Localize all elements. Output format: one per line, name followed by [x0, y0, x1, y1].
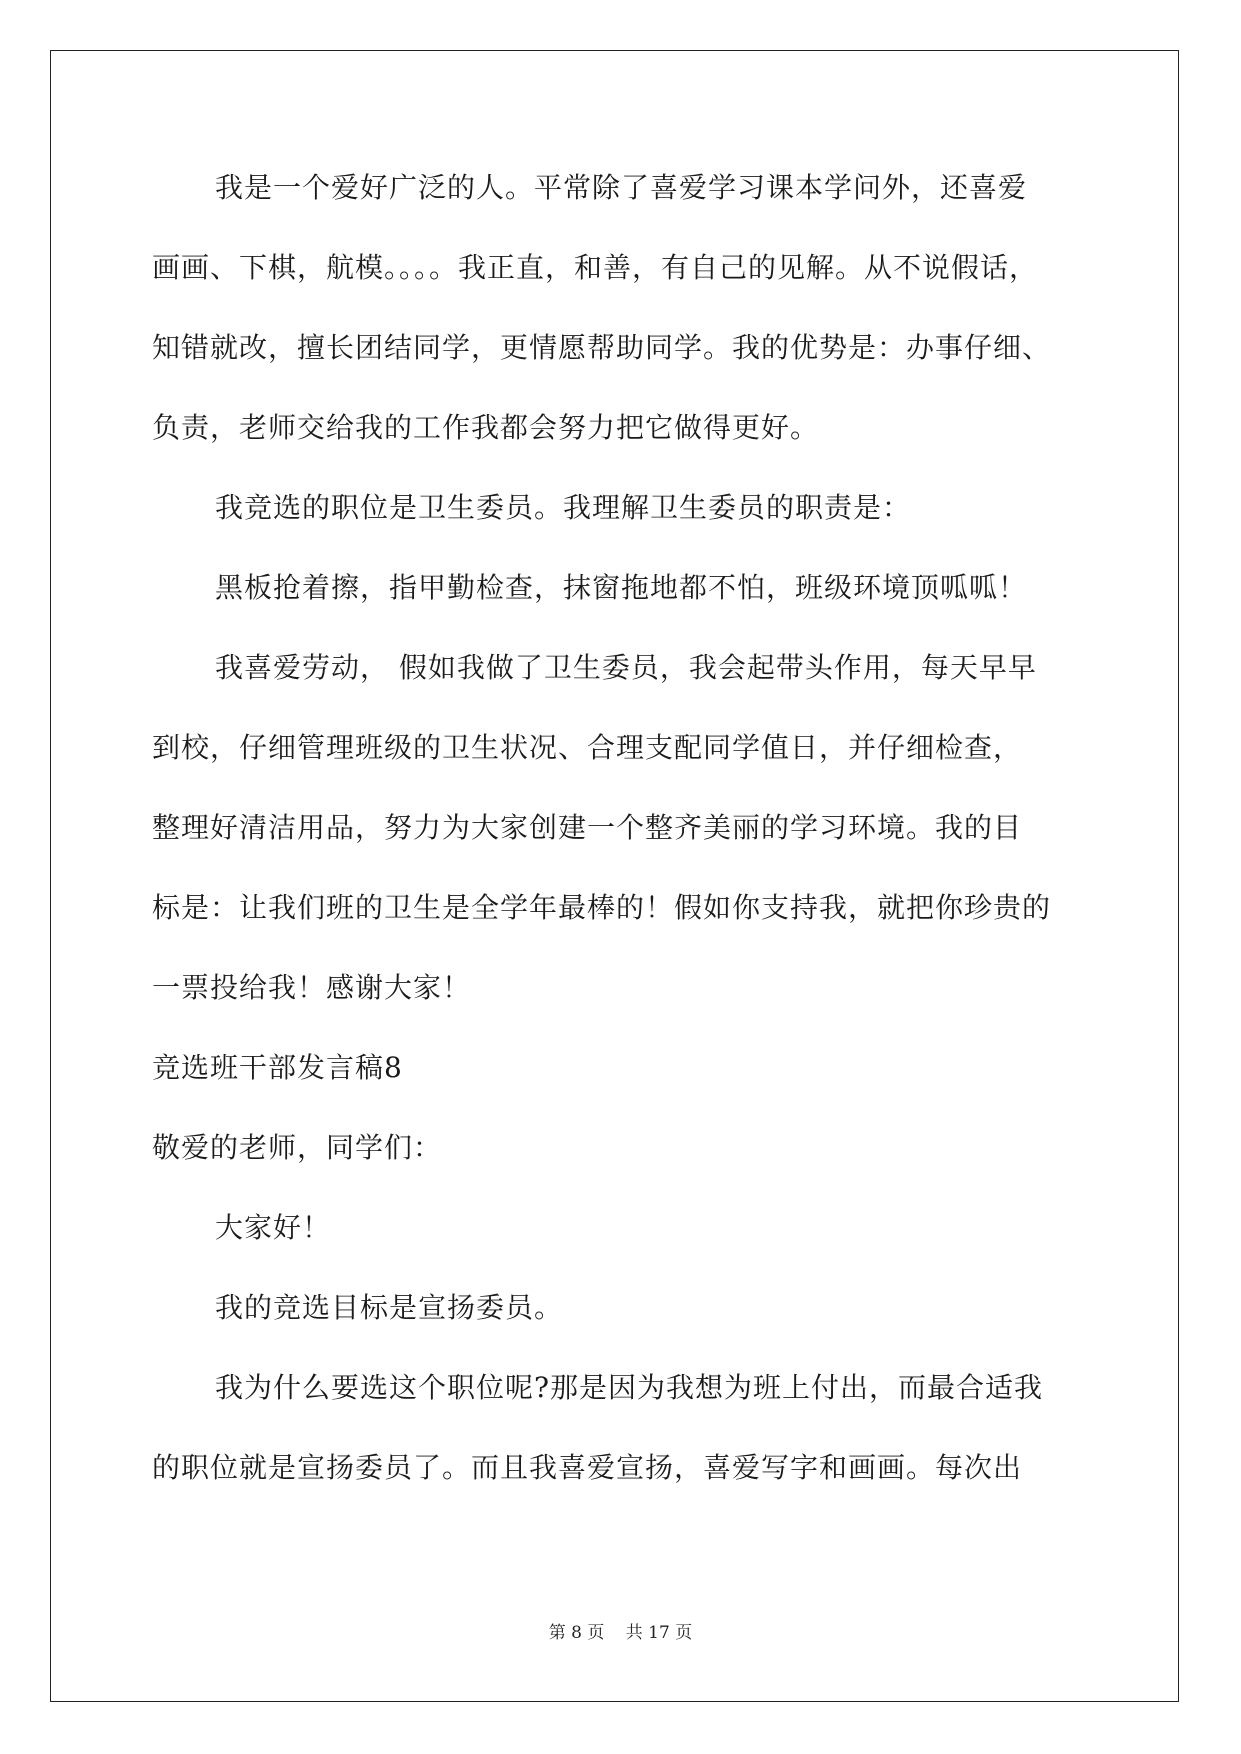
salutation: 敬爱的老师，同学们：	[152, 1131, 443, 1164]
page-total: 共 17 页	[625, 1623, 693, 1643]
text-line: 我竞选的职位是卫生委员。我理解卫生委员的职责是：	[215, 491, 912, 524]
page-footer	[0, 1618, 1241, 1643]
text-line: 负责，老师交给我的工作我都会努力把它做得更好。	[152, 411, 820, 444]
text-line: 黑板抢着擦，指甲勤检查，抹窗拖地都不怕，班级环境顶呱呱！	[215, 571, 1028, 604]
text-line: 的职位就是宣扬委员了。而且我喜爱宣扬，喜爱写字和画画。每次出	[152, 1451, 1023, 1484]
greeting: 大家好！	[215, 1211, 332, 1244]
text-line: 我是一个爱好广泛的人。平常除了喜爱学习课本学问外，还喜爱	[215, 171, 1028, 204]
page-number: 第 8 页	[548, 1623, 605, 1643]
text-line: 知错就改，擅长团结同学，更情愿帮助同学。我的优势是：办事仔细、	[152, 331, 1052, 364]
text-line: 到校，仔细管理班级的卫生状况、合理支配同学值日，并仔细检查，	[152, 731, 1023, 764]
text-line: 我喜爱劳动， 假如我做了卫生委员，我会起带头作用，每天早早	[215, 651, 1037, 684]
text-line: 画画、下棋，航模。。。。我正直，和善，有自己的见解。从不说假话，	[152, 251, 1039, 284]
section-heading: 竞选班干部发言稿8	[152, 1051, 403, 1084]
text-line: 我为什么要选这个职位呢?那是因为我想为班上付出，而最合适我	[215, 1371, 1044, 1404]
text-line: 一票投给我！感谢大家！	[152, 971, 472, 1004]
text-line: 整理好清洁用品，努力为大家创建一个整齐美丽的学习环境。我的目	[152, 811, 1023, 844]
text-line: 我的竞选目标是宣扬委员。	[215, 1291, 564, 1324]
text-line: 标是：让我们班的卫生是全学年最棒的！假如你支持我，就把你珍贵的	[152, 891, 1052, 924]
